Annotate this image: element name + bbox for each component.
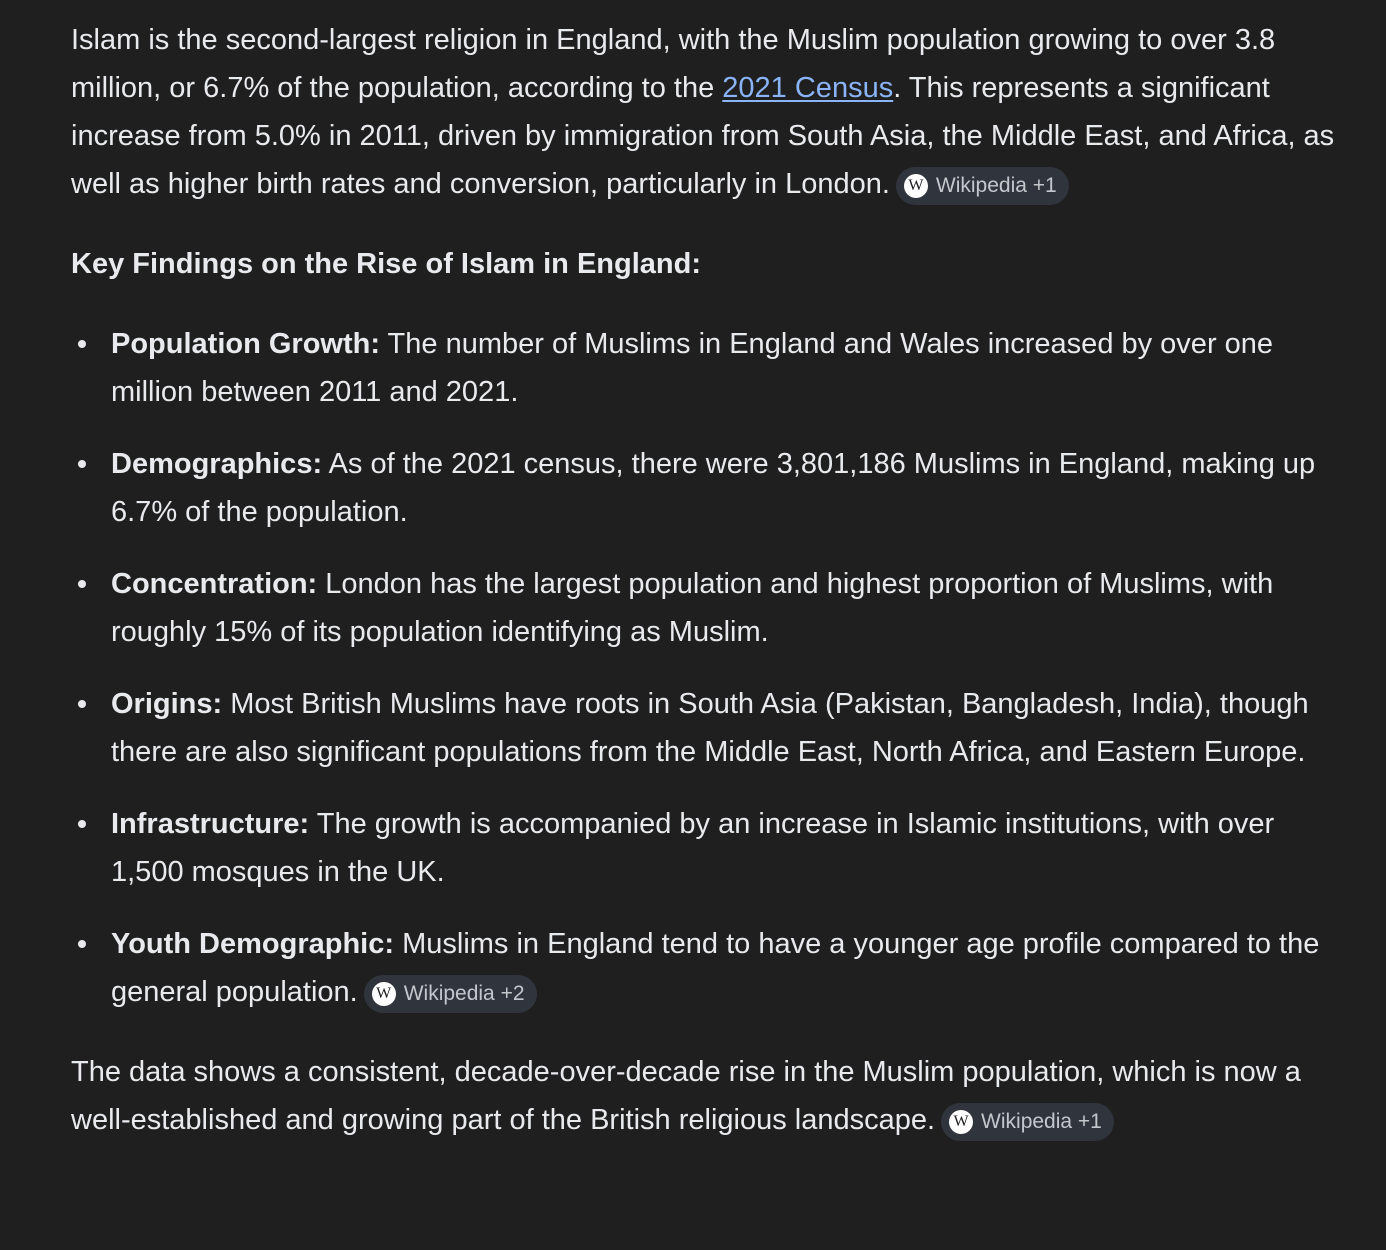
- finding-text: The number of Muslims in England and Wales increased by over one million between 2011 and 2021.: [111, 328, 1274, 408]
- intro-paragraph: [71, 16, 1341, 208]
- closing-text: The data shows a consistent, decade-over-decade rise in the Muslim population, which is now a well-established and growing part of the British religious landscape.: [71, 1056, 1301, 1136]
- bullet-icon: [78, 460, 86, 468]
- source-chip-intro[interactable]: [896, 167, 1069, 205]
- finding-text: The growth is accompanied by an increase in Islamic institutions, with over 1,500 mosques in the UK.: [111, 808, 1275, 888]
- finding-title: Concentration:: [111, 568, 318, 600]
- findings-heading: Key Findings on the Rise of Islam in England:: [71, 248, 701, 280]
- source-chip-label: Wikipedia +2: [403, 982, 525, 1005]
- answer-content: [71, 16, 1341, 1144]
- intro-text-after-link: . This represents a significant increase from 5.0% in 2011, driven by immigration from South Asia, the Middle East, and Africa, as well as higher birth rates and conversion, particularly in London.: [71, 72, 1335, 200]
- list-item: [71, 320, 1341, 416]
- source-chip-findings[interactable]: [364, 975, 537, 1013]
- intro-text-before-link: Islam is the second-largest religion in England, with the Muslim population growing to over 3.8 million, or 6.7% of the population, according to the: [71, 24, 1276, 104]
- list-item: [71, 440, 1341, 536]
- source-chip-label: Wikipedia +1: [935, 174, 1057, 197]
- census-link[interactable]: 2021 Census: [722, 72, 894, 104]
- finding-title: Demographics:: [111, 448, 323, 480]
- list-item: [71, 680, 1341, 776]
- finding-text: As of the 2021 census, there were 3,801,186 Muslims in England, making up 6.7% of the population.: [111, 448, 1316, 528]
- finding-text: Most British Muslims have roots in South Asia (Pakistan, Bangladesh, India), though there are also significant populations from the Middle East, North Africa, and Eastern Europe.: [111, 688, 1309, 768]
- bullet-icon: [78, 340, 86, 348]
- closing-paragraph: [71, 1048, 1341, 1144]
- list-item: [71, 560, 1341, 656]
- finding-title: Population Growth:: [111, 328, 381, 360]
- finding-title: Youth Demographic:: [111, 928, 395, 960]
- findings-list: [71, 320, 1341, 1016]
- bullet-icon: [78, 700, 86, 708]
- finding-title: Origins:: [111, 688, 223, 720]
- finding-text: Muslims in England tend to have a younger age profile compared to the general population.: [111, 928, 1320, 1008]
- wikipedia-icon: W: [949, 1110, 973, 1134]
- bullet-icon: [78, 940, 86, 948]
- list-item: [71, 920, 1341, 1016]
- finding-text: London has the largest population and highest proportion of Muslims, with roughly 15% of its population identifying as Muslim.: [111, 568, 1274, 648]
- wikipedia-icon: W: [904, 174, 928, 198]
- list-item: [71, 800, 1341, 896]
- wikipedia-icon: W: [372, 982, 396, 1006]
- source-chip-closing[interactable]: [941, 1103, 1114, 1141]
- bullet-icon: [78, 580, 86, 588]
- finding-title: Infrastructure:: [111, 808, 310, 840]
- source-chip-label: Wikipedia +1: [981, 1110, 1102, 1133]
- bullet-icon: [78, 820, 86, 828]
